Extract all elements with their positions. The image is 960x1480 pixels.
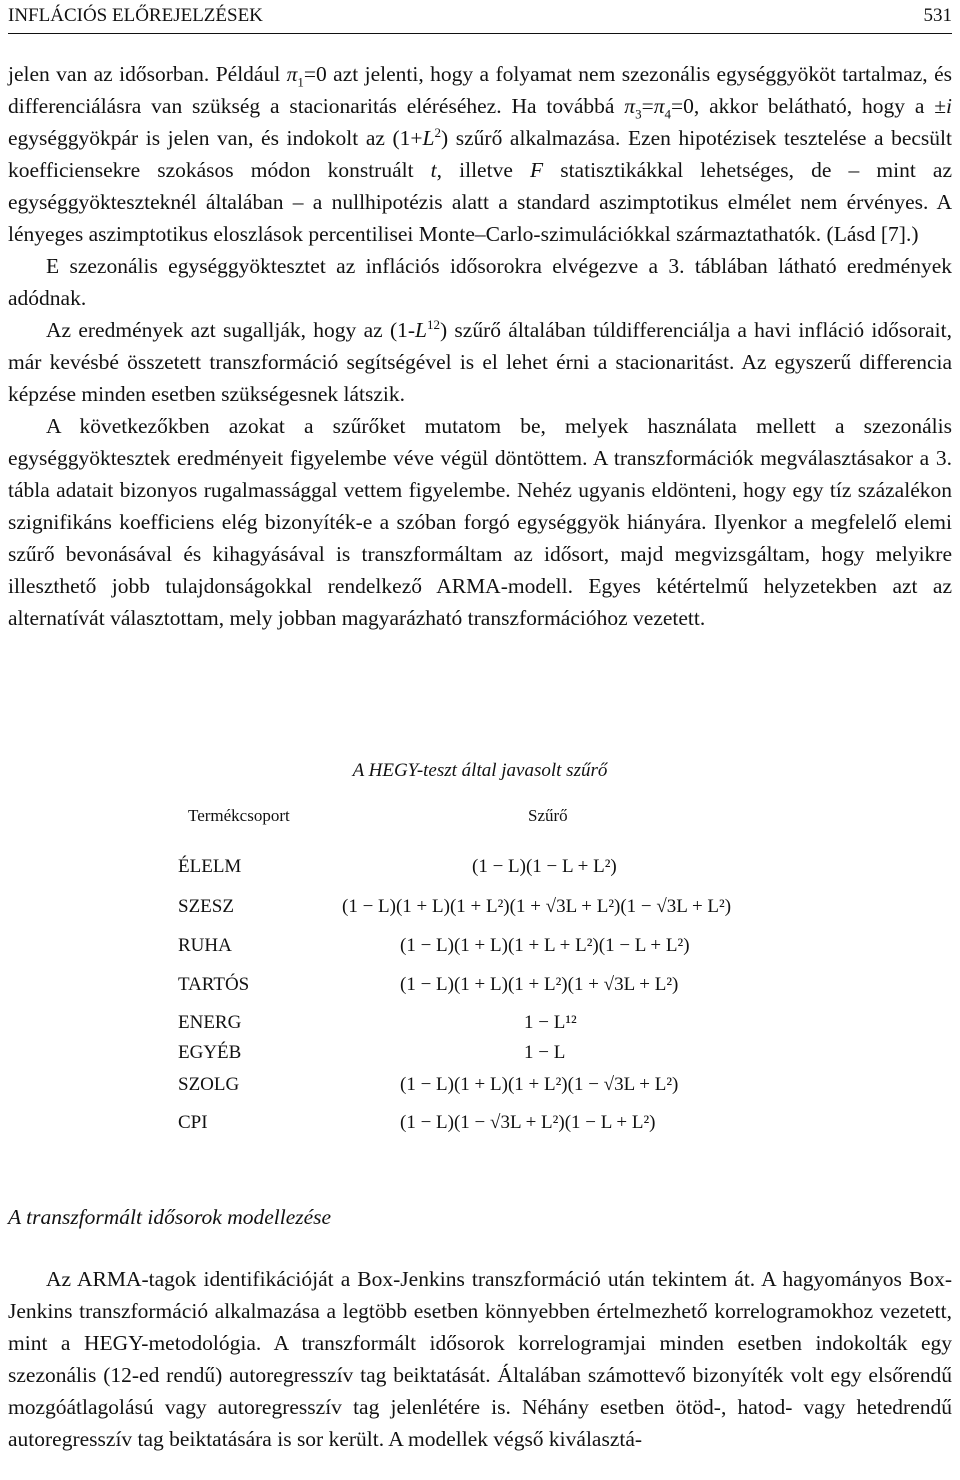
paragraph-hegy-hypotheses: jelen van az idősorban. Például $\pi_1=0$ azt jelenti, hogy a folyamat nem szezonális egységgyököt tartalmaz, és differenciálásra van szükség a stacionaritás eléréséhez. Ha továbbá $\pi_3=\pi_4=0$, akkor belátható, hogy a ±i egységgyökpár is jelen van, és indokolt az $(1+L^2)$ szűrő alkalmazása. Ezen hipotézisek tesztelése a becsült koefficiensekre szokásos módon konstruált t, illetve F statisztikákkal lehetséges, de – mint az egységgyökteszteknél általában – a nullhipotézis alatt a standard aszimptotikus elmélet nem érvényes. A lényeges aszimptotikus eloszlások percentilisei Monte–Carlo-szimulációkkal származtathatók. (Lásd [7].): [8, 62, 952, 246]
table-row-label: ENERG: [178, 1012, 242, 1033]
header-rule: [8, 33, 952, 34]
header-title: INFLÁCIÓS ELŐREJELZÉSEK: [8, 5, 263, 26]
section-title: A transzformált idősorok modellezése: [8, 1205, 332, 1229]
table-row-formula: (1 − L)(1 + L)(1 + L²)(1 + √3L + L²): [400, 974, 679, 995]
table-row-label: SZESZ: [178, 896, 234, 917]
table-header-group: Termékcsoport: [188, 806, 290, 825]
table-row-label: CPI: [178, 1112, 208, 1133]
paragraph-results-intro: E szezonális egységgyöktesztet az inflációs idősorokra elvégezve a 3. táblában látható eredmények adódnak.: [8, 254, 952, 310]
main-text: [8, 58, 952, 634]
table-header-filter: Szűrő: [528, 806, 568, 825]
page-number: 531: [923, 5, 952, 26]
running-header: [8, 2, 952, 30]
table-row-formula: 1 − L: [524, 1042, 566, 1063]
table-row-formula: (1 − L)(1 + L)(1 + L + L²)(1 − L + L²): [400, 935, 690, 956]
table-row-formula: (1 − L)(1 − √3L + L²)(1 − L + L²): [400, 1112, 656, 1133]
section-text: [8, 1263, 952, 1455]
paragraph-filter-choice: A következőkben azokat a szűrőket mutatom be, melyek használata mellett a szezonális egységgyöktesztek eredményeit figyelembe véve végül döntöttem. A transzformációk megválasztásakor a 3. tábla adatait bizonyos rugalmassággal vettem figyelembe. Nehéz ugyanis eldönteni, hogy egy tíz százalékon szignifikáns koefficiens elég bizonyíték-e a szóban forgó egységgyök hiányára. Ilyenkor a megfelelő elemi szűrő bevonásával és kihagyásával is transzformáltam az idősort, majd megvizsgáltam, hogy melyikre illeszthető jobb tulajdonságokkal rendelkező ARMA-modell. Egyes kétértelmű helyzetekben azt az alternatívát választottam, mely jobban magyarázható transzformációhoz vezetett.: [8, 414, 952, 630]
table-row-formula: (1 − L)(1 − L + L²): [472, 856, 617, 877]
table-row-label: TARTÓS: [178, 974, 250, 995]
table-row-formula: (1 − L)(1 + L)(1 + L²)(1 + √3L + L²)(1 − √3L + L²): [342, 896, 732, 917]
table-row-label: SZOLG: [178, 1074, 240, 1095]
table-row-formula: (1 − L)(1 + L)(1 + L²)(1 − √3L + L²): [400, 1074, 679, 1095]
table-row-label: EGYÉB: [178, 1042, 242, 1063]
table-caption: A HEGY-teszt által javasolt szűrő: [352, 760, 608, 781]
table-row-formula: 1 − L¹²: [524, 1012, 577, 1033]
paragraph-results: Az eredmények azt sugallják, hogy az $(1-L^{12})$ szűrő általában túldifferenciálja a havi infláció idősorait, már kevésbé összetett transzformáció segítségével is el lehet érni a stacionaritást. Az egyszerű differencia képzése minden esetben szükségesnek látszik.: [8, 316, 952, 406]
table-row-label: RUHA: [178, 935, 232, 956]
table-row-label: ÉLELM: [178, 856, 242, 877]
paragraph-arma: Az ARMA-tagok identifikációját a Box-Jenkins transzformáció után tekintem át. A hagyományos Box-Jenkins transzformáció alkalmazása a legtöbb esetben könnyebben értelmezhető korrelogramokhoz vezetett, mint a HEGY-metodológia. A transzformált idősorok korrelogramjai minden esetben indokolták egy szezonális (12-ed rendű) autoregresszív tag beiktatását. Általában számottevő bizonyíték volt egy elsőrendű mozgóátlagolású vagy autoregresszív tag jelenlétére is. Néhány esetben ötöd-, hatod- vagy hetedrendű autoregresszív tag beiktatására is sor került. A modellek végső kiválasztá-: [8, 1267, 952, 1451]
